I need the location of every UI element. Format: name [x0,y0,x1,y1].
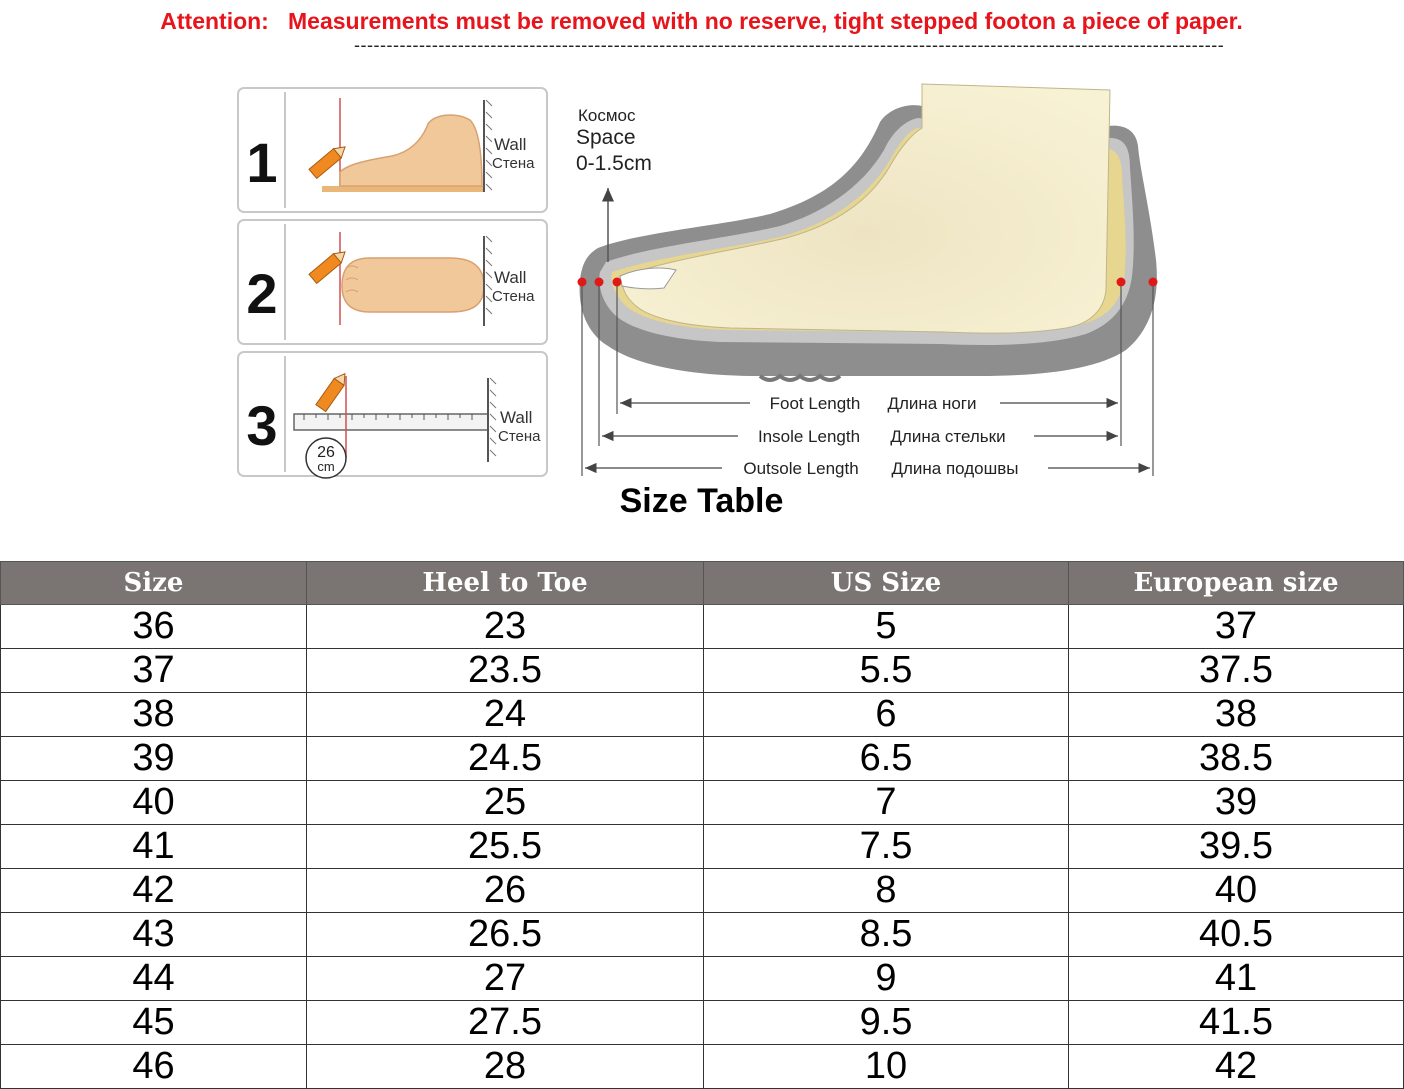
heel-to-toe-cell: 27.5 [307,1001,704,1045]
step-2-panel [238,220,547,344]
size-cell: 37 [1,649,307,693]
european-size-cell: 37 [1069,605,1404,649]
table-row [1,825,1404,869]
outsole-length-en: Outsole Length [743,459,859,478]
step-1-wall-en: Wall [494,135,527,154]
table-row [1,781,1404,825]
foot-length-ru: Длина ноги [887,394,977,413]
size-cell: 38 [1,693,307,737]
marker-dot [595,278,604,287]
heel-to-toe-cell: 25.5 [307,825,704,869]
european-size-cell: 37.5 [1069,649,1404,693]
european-size-cell: 42 [1069,1045,1404,1089]
us-size-cell: 8 [704,869,1069,913]
heel-to-toe-cell: 28 [307,1045,704,1089]
european-size-cell: 41 [1069,957,1404,1001]
table-row [1,1001,1404,1045]
us-size-cell: 9.5 [704,1001,1069,1045]
table-row [1,957,1404,1001]
european-size-cell: 38.5 [1069,737,1404,781]
us-size-cell: 6 [704,693,1069,737]
step-3-wall-en: Wall [500,408,533,427]
table-row [1,693,1404,737]
step-1-number: 1 [246,131,278,194]
european-size-cell: 40.5 [1069,913,1404,957]
table-row [1,737,1404,781]
header-heel-to-toe: Heel to Toe [307,562,704,605]
heel-to-toe-cell: 24.5 [307,737,704,781]
heel-to-toe-cell: 23 [307,605,704,649]
ruler-value: 26 [317,444,335,461]
table-row [1,649,1404,693]
heel-to-toe-cell: 26 [307,869,704,913]
size-cell: 45 [1,1001,307,1045]
size-cell: 42 [1,869,307,913]
size-cell: 41 [1,825,307,869]
step-3-wall-ru: Стена [498,428,541,445]
size-cell: 43 [1,913,307,957]
marker-dot [578,278,587,287]
attention-label: Attention: [160,8,269,34]
size-table-title: Size Table [619,482,784,520]
table-row [1,605,1404,649]
heel-to-toe-cell: 25 [307,781,704,825]
european-size-cell: 39 [1069,781,1404,825]
space-label-en: Space [576,126,636,149]
outsole-length-ru: Длина подошвы [891,459,1019,478]
step-3-panel [238,352,547,478]
header-size: Size [1,562,307,605]
foot-length-en: Foot Length [769,394,861,413]
european-size-cell: 40 [1069,869,1404,913]
size-cell: 36 [1,605,307,649]
insole-length-en: Insole Length [757,427,861,446]
us-size-cell: 8.5 [704,913,1069,957]
marker-dot [1117,278,1126,287]
marker-dot [613,278,622,287]
ruler-icon [294,414,488,430]
size-cell: 46 [1,1045,307,1089]
table-row [1,1045,1404,1089]
us-size-cell: 7.5 [704,825,1069,869]
marker-dot [1149,278,1158,287]
attention-text: Measurements must be removed with no reserve, tight stepped footon a piece of paper. [288,8,1243,34]
us-size-cell: 5 [704,605,1069,649]
size-cell: 44 [1,957,307,1001]
us-size-cell: 7 [704,781,1069,825]
shoe-diagram [576,84,1158,478]
measurement-diagram [0,0,1403,540]
table-row [1,913,1404,957]
ruler-unit: cm [317,459,335,474]
foot-top-icon [342,258,484,312]
heel-to-toe-cell: 26.5 [307,913,704,957]
header-us-size: US Size [704,562,1069,605]
heel-to-toe-cell: 23.5 [307,649,704,693]
step-2-wall-ru: Стена [492,288,535,305]
heel-to-toe-cell: 27 [307,957,704,1001]
size-cell: 40 [1,781,307,825]
us-size-cell: 5.5 [704,649,1069,693]
european-size-cell: 41.5 [1069,1001,1404,1045]
size-cell: 39 [1,737,307,781]
foot-shape [623,84,1111,333]
dashed-divider: -------------------------------------------------------------------------------------------------------------------------------------- [354,35,1225,55]
header-european-size: European size [1069,562,1404,605]
step-1-panel [238,88,547,212]
step-2-wall-en: Wall [494,268,527,287]
space-range: 0-1.5cm [576,152,652,175]
european-size-cell: 39.5 [1069,825,1404,869]
insole-length-ru: Длина стельки [890,427,1006,446]
table-row [1,869,1404,913]
size-table [0,561,1404,1089]
us-size-cell: 10 [704,1045,1069,1089]
heel-to-toe-cell: 24 [307,693,704,737]
step-1-wall-ru: Стена [492,155,535,172]
space-label-ru: Космос [578,106,636,125]
european-size-cell: 38 [1069,693,1404,737]
us-size-cell: 6.5 [704,737,1069,781]
us-size-cell: 9 [704,957,1069,1001]
table-header-row [1,562,1404,605]
step-3-number: 3 [246,394,278,457]
step-2-number: 2 [246,262,278,325]
